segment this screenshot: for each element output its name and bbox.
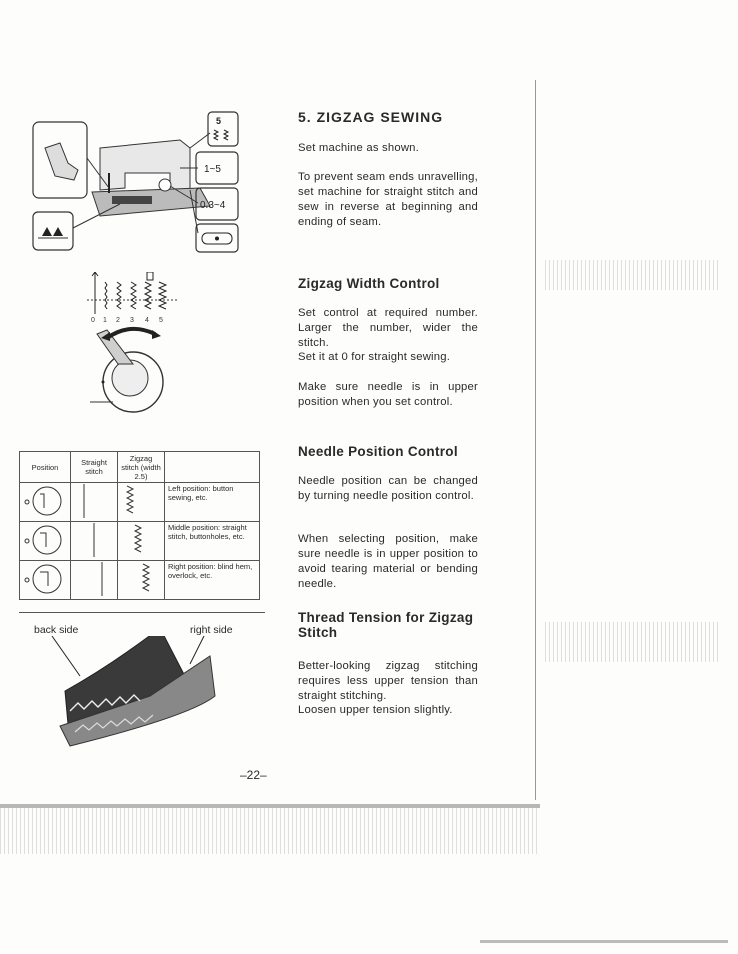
- needle-plate: [112, 196, 152, 204]
- scan-noise-right-1: [545, 260, 720, 290]
- turn-arrow-icon: [107, 329, 155, 338]
- needle-position-table: [19, 451, 260, 600]
- stitch-length-value: 0.3~4: [200, 200, 226, 211]
- stitch-selector-callout: [208, 112, 238, 146]
- table-header-position: Position: [20, 452, 71, 483]
- table-divider: [19, 612, 265, 613]
- scan-noise-bottom: [0, 808, 540, 854]
- needle-position-paragraph-2: When selecting position, make sure needle is in upper position to avoid tearing material or bending needle.: [298, 533, 478, 590]
- right-position-dial-icon: [20, 561, 71, 600]
- dial-number-5: 5: [159, 317, 163, 324]
- zigzag-width-paragraph-2: Set it at 0 for straight sewing.: [298, 351, 451, 363]
- machine-body: [100, 140, 190, 190]
- feed-dog-icon: [42, 227, 63, 236]
- table-header-zigzag: Zigzag stitch (width 2.5): [118, 452, 165, 483]
- presser-foot-icon: [45, 143, 78, 180]
- middle-position-dial-icon: [20, 522, 71, 561]
- table-header-straight: Straight stitch: [71, 452, 118, 483]
- page-number: –22–: [240, 768, 267, 782]
- table-row-middle: [20, 522, 260, 561]
- table-row-middle-label: Middle position: straight stitch, buttonholes, etc.: [165, 522, 260, 561]
- intro-paragraph-2: To prevent seam ends unravelling, set machine for straight stitch and sew in reverse at beginning and ending of seam.: [298, 171, 478, 228]
- dial-number-1: 1: [103, 317, 107, 324]
- scan-noise-right-2: [545, 622, 720, 662]
- table-row-right-label: Right position: blind hem, overlock, etc.: [165, 561, 260, 600]
- zigzag-stitch-icon: [214, 130, 228, 140]
- table-row-right: [20, 561, 260, 600]
- zigzag-width-paragraph-3: Make sure needle is in upper position when you set control.: [298, 381, 478, 408]
- section-title: 5. ZIGZAG SEWING: [298, 109, 444, 125]
- dial-number-4: 4: [145, 317, 149, 324]
- zigzag-width-dial-figure: [85, 272, 185, 420]
- thread-tension-paragraph-1: Better-looking zigzag stitching requires less upper tension than straight stitching.: [298, 660, 478, 702]
- dial-number-2: 2: [116, 317, 120, 324]
- dial-icon: [159, 179, 171, 191]
- fabric-figure: [40, 636, 250, 748]
- stitch-selector-number: 5: [216, 116, 222, 126]
- scan-bottom-edge: [480, 940, 728, 943]
- feed-dog-inset: [33, 212, 73, 250]
- stitch-width-value: 1~5: [204, 164, 221, 175]
- needle-position-paragraph-1: Needle position can be changed by turning needle position control.: [298, 475, 478, 502]
- needle-position-heading: Needle Position Control: [298, 444, 458, 459]
- zigzag-width-paragraph-1: Set control at required number. Larger the number, wider the stitch.: [298, 307, 478, 349]
- right-side-label: right side: [190, 624, 233, 636]
- sewing-machine-figure: [30, 108, 245, 268]
- thread-tension-paragraph-2: Loosen upper tension slightly.: [298, 704, 453, 716]
- thread-tension-heading: Thread Tension for Zigzag Stitch: [298, 610, 474, 640]
- scan-edge-line: [535, 80, 536, 800]
- dial-number-0: 0: [91, 317, 95, 324]
- intro-paragraph-1: Set machine as shown.: [298, 142, 419, 154]
- zigzag-width-heading: Zigzag Width Control: [298, 276, 440, 291]
- stitch-width-samples: [95, 280, 166, 314]
- table-row-left-label: Left position: button sewing, etc.: [165, 483, 260, 522]
- back-side-label: back side: [34, 624, 79, 636]
- dial-number-3: 3: [130, 317, 134, 324]
- left-position-dial-icon: [20, 483, 71, 522]
- table-row-left: [20, 483, 260, 522]
